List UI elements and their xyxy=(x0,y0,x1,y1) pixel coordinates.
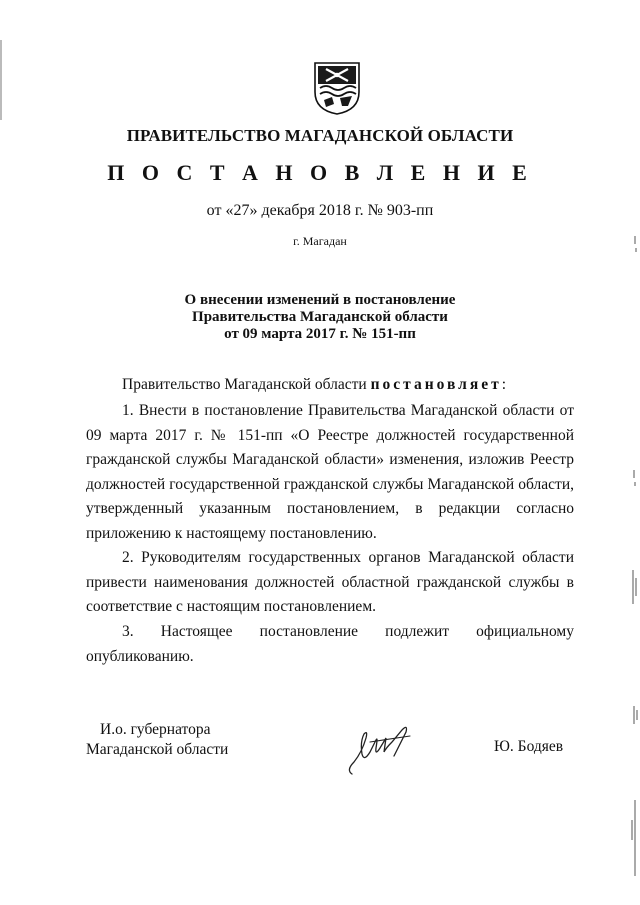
intro-prefix: Правительство Магаданской области xyxy=(122,376,371,393)
document-date-number: от «27» декабря 2018 г. № 903-пп xyxy=(206,202,434,219)
signatory-position xyxy=(86,720,228,760)
signatory-position-line-1: И.о. губернатора xyxy=(100,721,211,738)
paragraph-2: 2. Руководителям государственных органов Магаданской области привести наименования должностей областной гражданской службы в соответствие с настоящим постановлением. xyxy=(86,549,574,615)
intro-suffix: : xyxy=(501,376,507,393)
document-subject xyxy=(0,292,640,343)
subject-line-2: Правительства Магаданской области xyxy=(192,309,448,325)
subject-line-1: О внесении изменений в постановление xyxy=(184,292,456,308)
paragraph-3: 3. Настоящее постановление подлежит официальному опубликованию. xyxy=(86,623,574,665)
intro-paragraph xyxy=(86,373,574,398)
organization-title: ПРАВИТЕЛЬСТВО МАГАДАНСКОЙ ОБЛАСТИ xyxy=(126,126,514,145)
intro-decree-word: постановляет xyxy=(370,376,502,393)
signatory-name: Ю. Бодяев xyxy=(494,738,564,755)
document-city: г. Магадан xyxy=(293,234,347,248)
magadan-coat-of-arms-icon xyxy=(312,60,362,116)
signatory-position-line-2: Магаданской области xyxy=(86,741,229,758)
paragraph-1: 1. Внести в постановление Правительства Магаданской области от 09 марта 2017 г. № 151-пп «О Реестре должностей государственной гражданской службы Магаданской области» изменения, изложив Реестр должностей государственной гражданской службы Магаданской области, утвержденный указанным постановлением, в редакции согласно приложению к настоящему постановлению. xyxy=(86,402,574,542)
handwritten-signature-icon xyxy=(340,712,420,782)
scan-edge-marks xyxy=(626,0,640,905)
subject-line-3: от 09 марта 2017 г. № 151-пп xyxy=(224,326,416,342)
document-type-title: П О С Т А Н О В Л Е Н И Е xyxy=(107,160,533,185)
